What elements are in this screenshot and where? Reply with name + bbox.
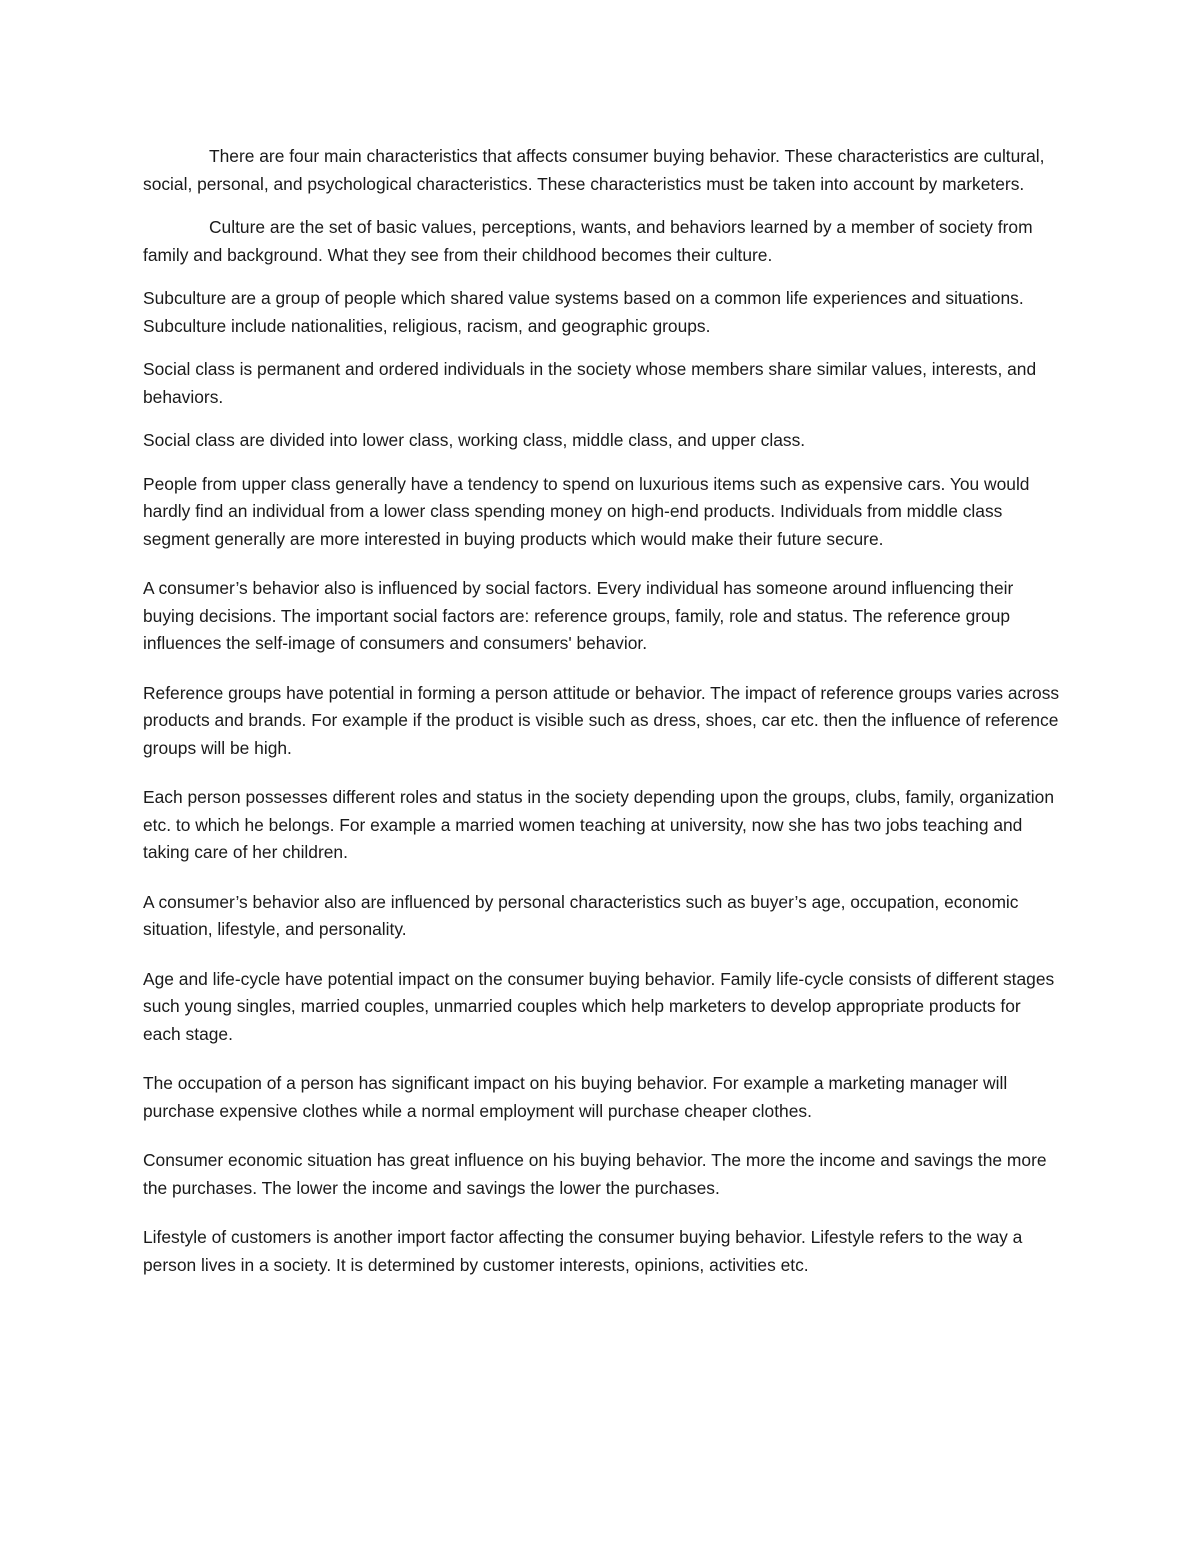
paragraph-culture: Culture are the set of basic values, perceptions, wants, and behaviors learned by a member of society from family and background. What they see from their childhood becomes their culture. [143,217,1033,265]
paragraph-social-factors: A consumer’s behavior also is influenced by social factors. Every individual has someone around influencing their buying decisions. The important social factors are: reference groups, family, role and status. The reference group influences the self-image of consumers and consumers' behavior. [143,578,1014,653]
paragraph-upper-class: People from upper class generally have a tendency to spend on luxurious items such as expensive cars. You would hardly find an individual from a lower class spending money on high-end products. Individuals from middle class segment generally are more interested in buying products which would make their future secure. [143,473,1030,549]
paragraph-intro: There are four main characteristics that affects consumer buying behavior. These characteristics are cultural, social, personal, and psychological characteristics. These characteristics must be taken into account by marketers. [143,146,1045,194]
paragraph-subculture: Subculture are a group of people which shared value systems based on a common life experiences and situations. Subculture include nationalities, religious, racism, and geographic groups. [143,288,1024,336]
paragraph-roles-status: Each person possesses different roles and status in the society depending upon the groups, clubs, family, organization etc. to which he belongs. For example a married women teaching at university, now she has two jobs teaching and taking care of her children. [143,787,1054,862]
paragraph-occupation: The occupation of a person has significant impact on his buying behavior. For example a marketing manager will purchase expensive clothes while a normal employment will purchase cheaper clothes. [143,1073,1008,1121]
paragraph-economic-situation: Consumer economic situation has great influence on his buying behavior. The more the income and savings the more the purchases. The lower the income and savings the lower the purchases. [143,1150,1047,1198]
paragraph-personal-characteristics: A consumer’s behavior also are influenced by personal characteristics such as buyer’s age, occupation, economic situation, lifestyle, and personality. [143,891,1019,939]
paragraph-lifestyle: Lifestyle of customers is another import factor affecting the consumer buying behavior. Lifestyle refers to the way a person lives in a society. It is determined by customer interests, opinions, activities etc. [143,1227,1023,1275]
paragraph-social-class: Social class is permanent and ordered individuals in the society whose members share similar values, interests, and behaviors. [143,359,1037,407]
document-page [143,143,1061,1295]
paragraph-reference-groups: Reference groups have potential in forming a person attitude or behavior. The impact of reference groups varies across products and brands. For example if the product is visible such as dress, shoes, car etc. then the influence of reference groups will be high. [143,682,1060,758]
paragraph-age-life-cycle: Age and life-cycle have potential impact on the consumer buying behavior. Family life-cycle consists of different stages such young singles, married couples, unmarried couples which help marketers to develop appropriate products for each stage. [143,968,1055,1044]
paragraph-social-class-divisions: Social class are divided into lower class, working class, middle class, and upper class. [143,430,806,450]
